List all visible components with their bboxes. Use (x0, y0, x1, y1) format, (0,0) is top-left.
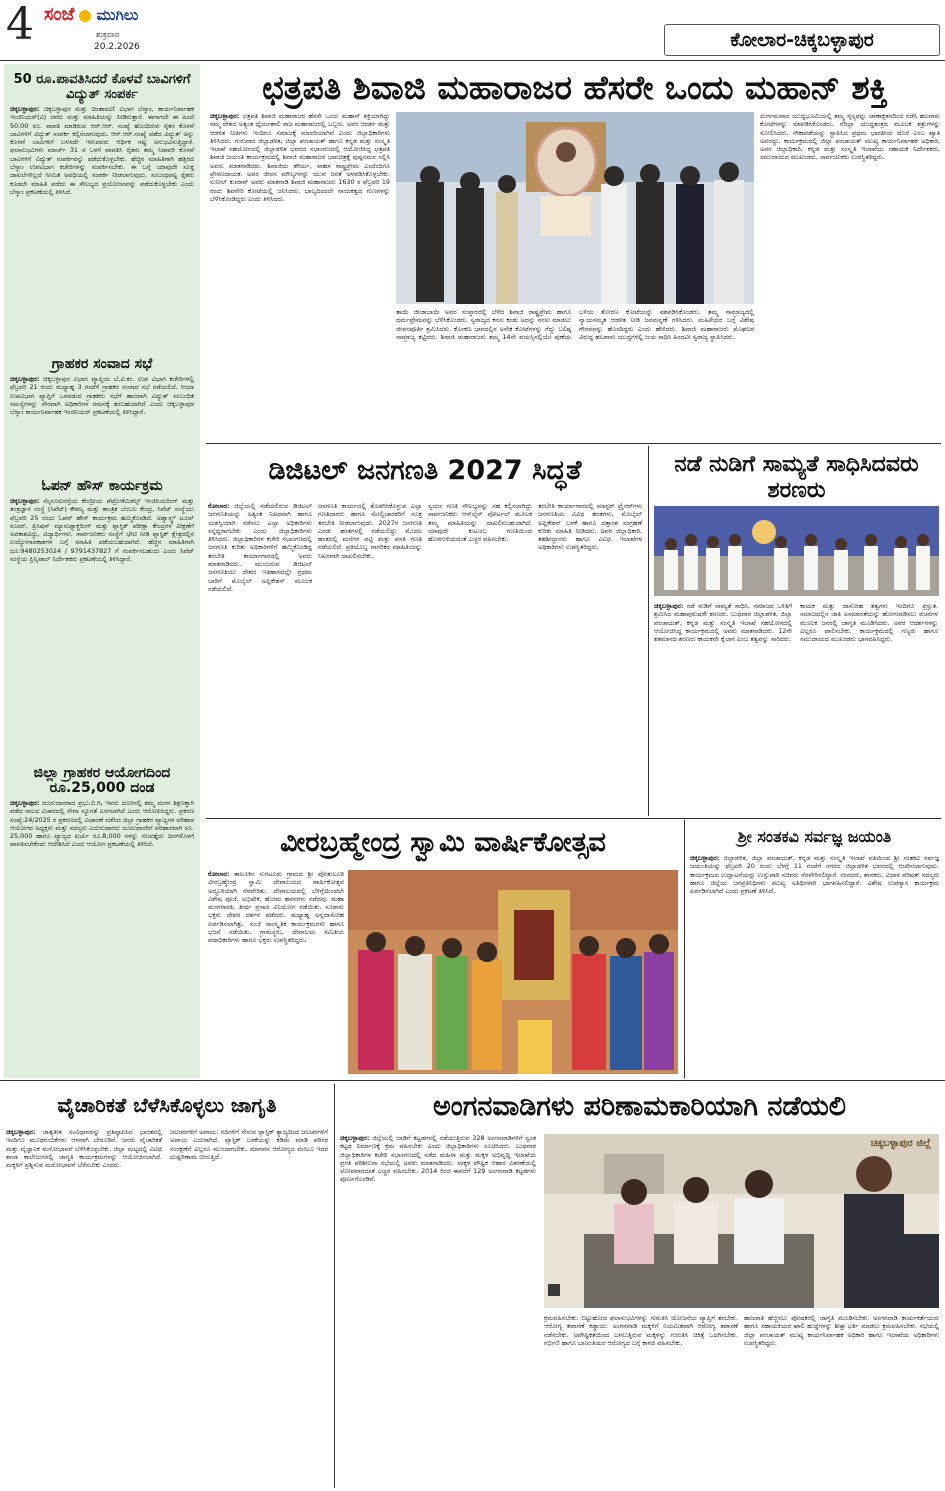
lead-column-3: ದುರ್ಗಮವಾದ ಯುದ್ಧಭೂಮಿಯಲ್ಲಿ ತಮ್ಮ ಸೈನ್ಯವನ್ನು ಚಾಣಾಕ್ಷತನದಿಂದ ನಡೆಸಿ ಹಲವಾರು ಕೋಟೆಗಳನ್ನು ವಶಪಡಿಸಿಕೊಂಡರು. ಗೆರಿಲ್ಲಾ ಯುದ್ಧತಂತ್ರದ ಮೂಲಕ ಶತ್ರುಗಳನ್ನು ಸೋಲಿಸಿದರು. ನೌಕಾಪಡೆಯನ್ನು ಸ್ಥಾಪಿಸಿದ ಪ್ರಥಮ ಭಾರತೀಯ ದೊರೆ ಎಂಬ ಖ್ಯಾತಿ ಅವರದ್ದು. ಕಾರ್ಯಕ್ರಮದಲ್ಲಿ ಜಿಲ್ಲಾ ಪಂಚಾಯತ್ ಮುಖ್ಯ ಕಾರ್ಯನಿರ್ವಾಹಕ ಅಧಿಕಾರಿ, ಅಪರ ಜಿಲ್ಲಾಧಿಕಾರಿ, ಕನ್ನಡ ಮತ್ತು ಸಂಸ್ಕೃತಿ ಇಲಾಖೆಯ ಸಹಾಯಕ ನಿರ್ದೇಶಕರು, ಸಮುದಾಯದ ಮುಖಂಡರು, ಸಾರ್ವಜನಿಕರು ಉಪಸ್ಥಿತರಿದ್ದರು. (760, 112, 940, 162)
veerabrahmendra-headline: ವೀರಬ್ರಹ್ಮೇಂದ್ರ ಸ್ವಾಮಿ ವಾರ್ಷಿಕೋತ್ಸವ (280, 827, 606, 858)
lead-headline: ಛತ್ರಪತಿ ಶಿವಾಜಿ ಮಹಾರಾಜರ ಹೆಸರೇ ಒಂದು ಮಹಾನ್ ಶಕ್ತಿ (262, 68, 888, 107)
lead-column-1: ಚಿಕ್ಕಬಳ್ಳಾಪುರ: ಛತ್ರಪತಿ ಶಿವಾಜಿ ಮಹಾರಾಜರ ಹೆಸರೇ ಒಂದು ಮಹಾನ್ ಶಕ್ತಿಯಾಗಿದ್ದು ನಮ್ಮ ದೇಶದ ಅತ್ಯಂತ ಧೈರ್ಯಶಾಲಿ ರಾಜ ಮಹಾರಾಜರಲ್ಲಿ ಒಬ್ಬರು. ಅವರ ಆದರ್ಶ ಮತ್ತು ಆಡಳಿತ ನೀತಿಗಳು ಇಂದಿಗೂ ಸಮಾಜಕ್ಕೆ ಮಾದರಿಯಾಗಿವೆ ಎಂದು ಜಿಲ್ಲಾಧಿಕಾರಿಗಳು ತಿಳಿಸಿದರು. ಗುರುವಾರ ಜಿಲ್ಲಾಡಳಿತ, ಜಿಲ್ಲಾ ಪಂಚಾಯತ್ ಹಾಗೂ ಕನ್ನಡ ಮತ್ತು ಸಂಸ್ಕೃತಿ ಇಲಾಖೆ ಸಹಯೋಗದಲ್ಲಿ ಜಿಲ್ಲಾಡಳಿತ ಭವನದ ಸಭಾಂಗಣದಲ್ಲಿ ಆಯೋಜಿಸಿದ್ದ ಛತ್ರಪತಿ ಶಿವಾಜಿ ಜಯಂತಿ ಕಾರ್ಯಕ್ರಮದಲ್ಲಿ ಶಿವಾಜಿ ಮಹಾರಾಜರ ಭಾವಚಿತ್ರಕ್ಕೆ ಪುಷ್ಪನಮನ ಸಲ್ಲಿಸಿ ಅವರು ಮಾತನಾಡಿದರು. ಶಿವಾಜಿಯ ಶೌರ್ಯ, ಸಾಹಸ ರಾಷ್ಟ್ರಪ್ರೇಮ ಎಂದೆಂದಿಗೂ ಪ್ರೇರಣದಾಯಕ. ಅವರ ಜೀವನ ಮೌಲ್ಯಗಳನ್ನು ಯುವ ಜನತೆ ಅಳವಡಿಸಿಕೊಳ್ಳಬೇಕು. ಸುನೀಲ್ ಕುಮಾರ್ ಅವರು ಮಾತನಾಡಿ ಶಿವಾಜಿ ಮಹಾರಾಜರು 1630 ರ ಫೆಬ್ರವರಿ 19 ರಂದು ಶಿವನೇರಿ ಕೋಟೆಯಲ್ಲಿ ಜನಿಸಿದರು. ಬಾಲ್ಯದಿಂದಲೇ ನಾಯಕತ್ವದ ಗುಣಗಳನ್ನು ಬೆಳೆಸಿಕೊಂಡಿದ್ದರು ಎಂದು ತಿಳಿಸಿದರು. (210, 112, 390, 203)
sharana-column-2: ಕಾಯಕ ಮತ್ತು ದಾಸೋಹ ತತ್ವಗಳು ಇಂದಿಗೂ ಪ್ರಸ್ತುತ. ಸಮಾಜದಲ್ಲಿನ ಜಾತಿ ಅಸಮಾನತೆಯನ್ನು ಹೋಗಲಾಡಿಸಲು ವಚನಗಳ ಮೂಲಕ ಜನರಲ್ಲಿ ಜಾಗೃತಿ ಮೂಡಿಸಿದರು. ಅವರ ಆದರ್ಶಗಳನ್ನು ಎಲ್ಲರೂ ಪಾಲಿಸಬೇಕು. ಕಾರ್ಯಕ್ರಮದಲ್ಲಿ ಗಣ್ಯರು ಹಾಗೂ ಸಮುದಾಯದ ಮುಖಂಡರು ಭಾಗವಹಿಸಿದ್ದರು. (800, 602, 938, 644)
anganwadi-column-3: ಹಾಜರಾತಿ ಹೆಚ್ಚಿಸಲು ಪೋಷಕರಲ್ಲಿ ಜಾಗೃತಿ ಮೂಡಿಸಬೇಕು. ಅಂಗನವಾಡಿ ಕಾರ್ಯಕರ್ತೆಯರು ಹಾಗೂ ಸಹಾಯಕಿಯರ ಖಾಲಿ ಹುದ್ದೆಗಳನ್ನು ಶೀಘ್ರ ಭರ್ತಿ ಮಾಡಲು ಕ್ರಮವಹಿಸಬೇಕು. ಸಭೆಯಲ್ಲಿ ಜಿಲ್ಲಾ ಪಂಚಾಯತ್ ಮುಖ್ಯ ಕಾರ್ಯನಿರ್ವಾಹಕ ಅಧಿಕಾರಿ ಹಾಗೂ ಇಲಾಖೆಯ ಅಧಿಕಾರಿಗಳು ಉಪಸ್ಥಿತರಿದ್ದರು. (744, 1314, 939, 1347)
sun-icon (79, 10, 91, 22)
paper-name-part1: ಸಂಜೆ (44, 4, 75, 25)
page-number: 4 (6, 0, 34, 50)
census-headline: ಡಿಜಿಟಲ್ ಜನಗಣತಿ 2027 ಸಿದ್ಧತೆ (268, 455, 582, 486)
story-headline: ಓಪನ್ ಹೌಸ್ ಕಾರ್ಯಕ್ರಮ (41, 478, 163, 494)
anganwadi-column-1: ಚಿಕ್ಕಬಳ್ಳಾಪುರ: ಜಿಲ್ಲೆಯಲ್ಲಿ ಬಾಡಿಗೆ ಕಟ್ಟಡಗಳಲ್ಲಿ ನಡೆಯುತ್ತಿರುವ 328 ಅಂಗನವಾಡಿಗಳಿಗೆ ಸ್ವಂತ ಕಟ್ಟಡ ನಿರ್ಮಾಣಕ್ಕೆ ಕ್ರಮ ವಹಿಸಬೇಕು ಎಂದು ಜಿಲ್ಲಾಧಿಕಾರಿಗಳು ಸೂಚಿಸಿದರು. ಬುಧವಾರ ಜಿಲ್ಲಾಧಿಕಾರಿಗಳ ಕಚೇರಿ ಸಭಾಂಗಣದಲ್ಲಿ ನಡೆದ ಮಹಿಳಾ ಮತ್ತು ಮಕ್ಕಳ ಅಭಿವೃದ್ಧಿ ಇಲಾಖೆಯ ಪ್ರಗತಿ ಪರಿಶೀಲನಾ ಸಭೆಯಲ್ಲಿ ಅವರು ಮಾತನಾಡಿದರು. ಮಕ್ಕಳ ಪೌಷ್ಟಿಕ ಆಹಾರ ವಿತರಣೆಯಲ್ಲಿ ಲೋಪವಾಗದಂತೆ ಎಚ್ಚರ ವಹಿಸಬೇಕು. 2014 ರಿಂದ ಈವರೆಗೆ 129 ಅಂಗನವಾಡಿ ಕಟ್ಟಡಗಳು ಪೂರ್ಣಗೊಂಡಿವೆ. (340, 1134, 536, 1184)
census-column-2: ಜನಗಣತಿ ಕಾರ್ಯದಲ್ಲಿ ತೊಡಗಿಸಿಕೊಳ್ಳುವ ಎಲ್ಲಾ ಗಣತಿದಾರರು ಹಾಗೂ ಮೇಲ್ವಿಚಾರಕರಿಗೆ ಸೂಕ್ತ ತರಬೇತಿ ನೀಡಲಾಗುವುದು. 2027ರ ಜನಗಣತಿ ಎರಡು ಹಂತಗಳಲ್ಲಿ ನಡೆಯಲಿದ್ದು ಮೊದಲ ಹಂತದಲ್ಲಿ ಮನೆಗಳ ಪಟ್ಟಿ ಮತ್ತು ವಸತಿ ಗಣತಿ ನಡೆಯಲಿದೆ. ಪ್ರತಿಯೊಬ್ಬ ನಾಗರಿಕರ ಮಾಹಿತಿಯನ್ನು ನಿಖರವಾಗಿ ದಾಖಲಿಸಬೇಕು. (318, 502, 422, 560)
lead-column-2: ತಾಯಿ ಜೀಜಾಬಾಯಿ ಅವರ ಸಂಸ್ಕಾರದಲ್ಲಿ ಬೆಳೆದ ಶಿವಾಜಿ ರಾಷ್ಟ್ರಪ್ರೇಮ ಹಾಗೂ ಧರ್ಮಪ್ರೇಮವನ್ನು ಬೆಳೆಸಿಕೊಂಡರು. ಸ್ವರಾಜ್ಯದ ಕನಸು ಕಂಡು ಅದನ್ನು ನನಸು ಮಾಡಲು ಜೀವನಪೂರ್ತಿ ಶ್ರಮಿಸಿದರು. ಕೊಂಕಣ ಭಾಗದಲ್ಲಿನ ಅನೇಕ ಕೋಟೆಗಳನ್ನು ಗೆದ್ದು ಬಲಿಷ್ಠ ಸಾಮ್ರಾಜ್ಯ ಕಟ್ಟಿದರು. ಶಿವಾಜಿ ಮಹಾರಾಜರು ತಮ್ಮ 14ನೇ ವಯಸ್ಸಿನಲ್ಲಿಯೇ ಪುಣೆಯ ಬಳಿಯ ತೋರಣ ಕೋಟೆಯನ್ನು ವಶಪಡಿಸಿಕೊಂಡರು. ತಮ್ಮ ಸಾಮ್ರಾಜ್ಯದಲ್ಲಿ ನ್ಯಾಯಸಮ್ಮತ ಆಡಳಿತ ನೀಡಿ ಜನಮನ್ನಣೆ ಗಳಿಸಿದರು. ಮಹಿಳೆಯರ ಬಗ್ಗೆ ವಿಶೇಷ ಗೌರವವನ್ನು ಹೊಂದಿದ್ದರು ಎಂದು ಹೇಳಿದರು. ಶಿವಾಜಿ ಮಹಾರಾಜರು ಮೊಘಲರ ವಿರುದ್ಧ ಹಲವಾರು ಯುದ್ಧಗಳಲ್ಲಿ ಜಯ ಸಾಧಿಸಿ ಹಿಂದವೀ ಸ್ವರಾಜ್ಯ ಸ್ಥಾಪಿಸಿದರು. (396, 308, 754, 341)
vaicharike-column-2: ಜಲಚರಗಳಿಗೆ ಅಪಾಯ: ನದಿಗಳಿಗೆ ಸೇರುವ ಪ್ಲಾಸ್ಟಿಕ್ ತ್ಯಾಜ್ಯದಿಂದ ಜಲಚರಗಳಿಗೆ ಅಪಾಯ ಎದುರಾಗಿದೆ. ಪ್ಲಾಸ್ಟಿಕ್ ಬಳಕೆಯನ್ನು ಕಡಿಮೆ ಮಾಡಿ ಪರಿಸರ ಸಂರಕ್ಷಣೆಗೆ ಎಲ್ಲರೂ ಮುಂದಾಗಬೇಕು. ಮಾನವನ ಆರೋಗ್ಯದ ಮೇಲೂ ಇದರ ದುಷ್ಪರಿಣಾಮ ಬೀರುತ್ತಿದೆ. (170, 1128, 328, 1161)
vaicharike-column-1: ಚಿಕ್ಕಬಳ್ಳಾಪುರ: ಜಾತ್ಯತೀತ ಸಂವಿಧಾನವನ್ನು ಪ್ರತಿಷ್ಠಾಪಿಸಿದ ಭಾರತದಲ್ಲಿ ಇಂದಿಗೂ ಮೂಢನಂಬಿಕೆಗಳು ಆಳವಾಗಿ ಬೇರೂರಿವೆ. ಜನರು ವೈಚಾರಿಕತೆ ಮತ್ತು ವೈಜ್ಞಾನಿಕ ಮನೋಭಾವನೆ ಬೆಳೆಸಿಕೊಳ್ಳಬೇಕು. ಜಿಲ್ಲಾ ಮಟ್ಟದಲ್ಲಿ ವಿವಿಧ ಶಾಲಾ ಕಾಲೇಜುಗಳಲ್ಲಿ ಜಾಗೃತಿ ಕಾರ್ಯಕ್ರಮಗಳನ್ನು ಆಯೋಜಿಸಲಾಗಿದೆ. ಮಕ್ಕಳಿಗೆ ಪ್ರಶ್ನಿಸುವ ಮನೋಭಾವನೆ ಬೆಳೆಸಬೇಕು ಎಂದರು. (6, 1128, 162, 1170)
issue-day: ಶುಕ್ರವಾರ (96, 30, 120, 39)
story-headline: 50 ರೂ.ಪಾವತಿಸಿದರೆ ಕೊಳವೆ ಬಾವಿಗಳಿಗೆ ವಿದ್ಯುತ್ ಸಂಪರ್ಕ (13, 72, 191, 102)
sidebar-story-power (10, 72, 194, 353)
story-body: ಚಿಕ್ಕಬಳ್ಳಾಪುರ: ಚಿಕ್ಕಬಳ್ಳಾಪುರ ವಿಭಾಗ ವ್ಯಾಪ್ತಿಯ ಬೆ.ವಿ.ಕಂ. ಉಪ ವಿಭಾಗ ಕಚೇರಿಗಳಲ್ಲಿ ಫೆಬ್ರವರಿ 21 ರಂದು ಮಧ್ಯಾಹ್ನ 3 ಗಂಟೆಗೆ ಗ್ರಾಹಕರ ಸಂವಾದ ಸಭೆ ನಡೆಯಲಿದೆ. ಆಯಾ ಉಪವಿಭಾಗ ವ್ಯಾಪ್ತಿಗೆ ಒಳಪಡುವ ಗ್ರಾಹಕರು ಸಭೆಗೆ ಹಾಜರಾಗಿ ವಿದ್ಯುತ್ ಸಂಬಂಧಿತ ಸಮಸ್ಯೆಗಳನ್ನು ನೇರವಾಗಿ ಅಧಿಕಾರಿಗಳ ಗಮನಕ್ಕೆ ತರಬಹುದಾಗಿದೆ ಎಂದು ಚಿಕ್ಕಬಳ್ಳಾಪುರ ಬೆಸ್ಕಾಂ ಕಾರ್ಯನಿರ್ವಾಹಕ ಇಂಜಿನಿಯರ್ ಪ್ರಕಟಣೆಯಲ್ಲಿ ತಿಳಿಸಿದ್ದಾರೆ. (10, 375, 194, 417)
sidebar (4, 64, 200, 1078)
sidebar-story-consumer-meet (10, 357, 194, 475)
sarvajna-story (688, 820, 941, 1078)
vaicharike-headline: ವೈಚಾರಿಕತೆ ಬೆಳೆಸಿಕೊಳ್ಳಲು ಜಾಗೃತಿ (57, 1093, 277, 1117)
sidebar-story-open-house (10, 479, 194, 762)
anganwadi-headline: ಅಂಗನವಾಡಿಗಳು ಪರಿಣಾಮಕಾರಿಯಾಗಿ ನಡೆಯಲಿ (433, 1091, 846, 1122)
region-title: ಕೋಲಾರ-ಚಿಕ್ಕಬಳ್ಳಾಪುರ (730, 29, 874, 51)
anganwadi-photo-illustration (544, 1134, 939, 1308)
sharana-headline: ನಡೆ ನುಡಿಗೆ ಸಾಮ್ಯತೆ ಸಾಧಿಸಿದವರು ಶರಣರು (674, 452, 919, 503)
masthead (0, 0, 945, 60)
story-headline: ಜಿಲ್ಲಾ ಗ್ರಾಹಕರ ಆಯೋಗದಿಂದ ರೂ.25,000 ದಂಡ (33, 765, 171, 796)
veerabrahmendra-photo (348, 870, 678, 1074)
anganwadi-story (338, 1084, 941, 1488)
story-body: ಚಿಕ್ಕಬಳ್ಳಾಪುರ: ಮೈಸೂರುರಸ್ತೆಯ ಕೇಂದ್ರೀಯ ಪೆಟ್ರೋಕೆಮಿಕಲ್ಸ್ ಇಂಜಿನಿಯರಿಂಗ್ ಮತ್ತು ತಂತ್ರಜ್ಞಾನ ಸಂಸ್ಥೆ (ಸಿಪೆಟ್) ಕೌಶಲ್ಯ ಮತ್ತು ತಾಂತ್ರಿಕ ಬೆಂಬಲ ಕೇಂದ್ರ, ಸಿಪೆಟ್ ಸಂಸ್ಥೆಯು ಫೆಬ್ರವರಿ 25 ರಂದು ಓಪನ್ ಹೌಸ್ ಕಾರ್ಯಕ್ರಮ ಹಮ್ಮಿಕೊಂಡಿದೆ. ಅಡ್ವಾನ್ಸ್ಡ್ ಟೂಲ್ ರೂಮ್, ಪ್ರಿಸಿಷನ್ ಮ್ಯಾನುಫ್ಯಾಕ್ಚರಿಂಗ್ ಮತ್ತು ಪ್ಲಾಸ್ಟಿಕ್ ಪರೀಕ್ಷಾ ಕೇಂದ್ರಗಳ ವೀಕ್ಷಣೆಗೆ ಅವಕಾಶವಿದ್ದು, ವಿದ್ಯಾರ್ಥಿಗಳು, ಸಾರ್ವಜನಿಕರು ಸಂಸ್ಥೆಗೆ ಭೇಟಿ ನೀಡಿ ಪ್ಲಾಸ್ಟಿಕ್ ಕ್ಷೇತ್ರದಲ್ಲಿನ ಉದ್ಯೋಗಾವಕಾಶಗಳ ಬಗ್ಗೆ ಮಾಹಿತಿ ಪಡೆಯಬಹುದಾಗಿದೆ. ಹೆಚ್ಚಿನ ಮಾಹಿತಿಗಾಗಿ ದೂ:9480253024 / 9791437827 ಗೆ ಸಂಪರ್ಕಿಸಬಹುದು ಎಂದು ಸಿಪೆಟ್ ಸಂಸ್ಥೆಯ ಪ್ರಿನ್ಸಿಪಾಲ್ ನಿರ್ದೇಶಕರು ಪ್ರಕಟಣೆಯಲ್ಲಿ ತಿಳಿಸಿದ್ದಾರೆ. (10, 497, 194, 564)
anganwadi-photo (544, 1134, 939, 1308)
photo-caption: ಚಿಕ್ಕಬಳ್ಳಾಪುರ ಜಿಲ್ಲೆ (870, 1138, 931, 1149)
census-column-1: ಕೋಲಾರ: ಜಿಲ್ಲೆಯಲ್ಲಿ ನಡೆಯಲಿರುವ ಡಿಜಿಟಲ್ ಜನಗಣತಿಯನ್ನು ಅತ್ಯಂತ ನಿಖರವಾಗಿ ಹಾಗೂ ಯಶಸ್ವಿಯಾಗಿ ನಡೆಸಲು ಎಲ್ಲಾ ಅಧಿಕಾರಿಗಳು ಸನ್ನದ್ಧರಾಗಬೇಕು ಎಂದು ಜಿಲ್ಲಾಧಿಕಾರಿಗಳು ತಿಳಿಸಿದರು. ಜಿಲ್ಲಾಧಿಕಾರಿಗಳ ಕಚೇರಿ ಸಭಾಂಗಣದಲ್ಲಿ ಜನಗಣತಿ ಕುರಿತು ಅಧಿಕಾರಿಗಳಿಗೆ ಹಮ್ಮಿಕೊಂಡಿದ್ದ ತರಬೇತಿ ಕಾರ್ಯಾಗಾರದಲ್ಲಿ ಅವರು ಮಾತನಾಡಿದರು. ಮುಂಬರುವ ಡಿಜಿಟಲ್ ಜನಗಣತಿಯು ದೇಶದ ಇತಿಹಾಸದಲ್ಲೇ ಪ್ರಥಮ ಬಾರಿಗೆ ಮೊಬೈಲ್ ಅಪ್ಲಿಕೇಶನ್ ಮೂಲಕ ನಡೆಯಲಿದೆ. (208, 502, 312, 593)
region-banner (664, 24, 940, 56)
veerabrahmendra-photo-illustration (348, 870, 678, 1074)
sarvajna-headline: ಶ್ರೀ ಸಂತಕವಿ ಸರ್ವಜ್ಞ ಜಯಂತಿ (737, 827, 892, 846)
lead-photo-illustration (396, 112, 754, 304)
sidebar-story-consumer-fine (10, 766, 194, 1037)
lead-photo (396, 112, 754, 304)
census-story (206, 446, 644, 816)
paper-name-part2: ಮುಗಿಲು (96, 6, 139, 24)
census-column-4: ತರಬೇತಿ ಕಾರ್ಯಾಗಾರದಲ್ಲಿ ಮಾಸ್ಟರ್ ಟ್ರೈನರ್‌ಗಳು ಜನಗಣತಿಯ ವಿವಿಧ ಹಂತಗಳು, ಮೊಬೈಲ್ ಅಪ್ಲಿಕೇಶನ್ ಬಳಕೆ ಹಾಗೂ ದತ್ತಾಂಶ ಸಂಗ್ರಹಣೆ ಕುರಿತು ಮಾಹಿತಿ ನೀಡಿದರು. ಅಪರ ಜಿಲ್ಲಾಧಿಕಾರಿ, ತಹಶೀಲ್ದಾರರು ಹಾಗೂ ವಿವಿಧ ಇಲಾಖೆಗಳ ಅಧಿಕಾರಿಗಳು ಉಪಸ್ಥಿತರಿದ್ದರು. (538, 502, 642, 552)
sharana-photo (654, 506, 939, 596)
sarvajna-body: ಚಿಕ್ಕಬಳ್ಳಾಪುರ: ಜಿಲ್ಲಾಡಳಿತ, ಜಿಲ್ಲಾ ಪಂಚಾಯತ್, ಕನ್ನಡ ಮತ್ತು ಸಂಸ್ಕೃತಿ ಇಲಾಖೆ ವತಿಯಿಂದ ಶ್ರೀ ಸಂತಕವಿ ಸರ್ವಜ್ಞ ಜಯಂತಿಯನ್ನು ಫೆಬ್ರವರಿ 20 ರಂದು ಬೆಳಗ್ಗೆ 11 ಗಂಟೆಗೆ ನಗರದ ಜಿಲ್ಲಾಡಳಿತ ಭವನದಲ್ಲಿ ಆಚರಿಸಲಾಗುವುದು. ಕಾರ್ಯಕ್ರಮದ ಉದ್ಘಾಟನೆಯನ್ನು ಉಸ್ತುವಾರಿ ಸಚಿವರು ನೆರವೇರಿಸಲಿದ್ದಾರೆ. ಸಂಸದರು, ಶಾಸಕರು, ವಿಧಾನ ಪರಿಷತ್ ಸದಸ್ಯರು ಹಾಗೂ ಜಿಲ್ಲೆಯ ಜನಪ್ರತಿನಿಧಿಗಳು ಮುಖ್ಯ ಅತಿಥಿಗಳಾಗಿ ಭಾಗವಹಿಸಲಿದ್ದಾರೆ. ವಿಶೇಷ ಉಪನ್ಯಾಸ ಕಾರ್ಯಕ್ರಮ ಏರ್ಪಡಿಸಲಾಗಿದೆ ಎಂದು ಪ್ರಕಟಣೆ ತಿಳಿಸಿದೆ. (690, 854, 939, 896)
vaicharike-story (4, 1084, 330, 1488)
census-column-3: ಸ್ವಯಂ ಗಣತಿ ಸೌಲಭ್ಯವನ್ನು ಸಹ ಕಲ್ಪಿಸಲಾಗಿದ್ದು ಸಾರ್ವಜನಿಕರು ಆನ್‌ಲೈನ್ ಪೋರ್ಟಲ್ ಮೂಲಕ ತಮ್ಮ ಮಾಹಿತಿಯನ್ನು ದಾಖಲಿಸಬಹುದಾಗಿದೆ. ಯಾವುದೇ ಕುಟುಂಬ ಗಣತಿಯಿಂದ ಹೊರಗುಳಿಯದಂತೆ ಎಚ್ಚರ ವಹಿಸಬೇಕು. (428, 502, 532, 544)
lead-story (206, 64, 941, 442)
sharana-photo-illustration (654, 506, 939, 596)
issue-date: 20.2.2026 (94, 42, 140, 52)
veerabrahmendra-body: ಕೋಲಾರ: ತಾಲೂಕಿನ ಸುಗಟೂರು ಗ್ರಾಮದ ಶ್ರೀ ಪೋತುಲೂರಿ ವೀರಬ್ರಹ್ಮೇಂದ್ರ ಸ್ವಾಮಿ ದೇವಾಲಯದ ವಾರ್ಷಿಕೋತ್ಸವ ಅದ್ಧೂರಿಯಾಗಿ ನೆರವೇರಿತು. ದೇವಾಲಯದಲ್ಲಿ ಬೆಳಿಗ್ಗೆಯಿಂದಲೇ ವಿಶೇಷ ಪೂಜೆ, ಅಭಿಷೇಕ, ಹೋಮ ಹವನಗಳು ನಡೆದವು. ಮಹಾ ಮಂಗಳಾರತಿ, ತೀರ್ಥ ಪ್ರಸಾದ ವಿನಿಯೋಗ ನಡೆಯಿತು. ನೂರಾರು ಭಕ್ತರು ದೇವರ ದರ್ಶನ ಪಡೆದರು. ಮಧ್ಯಾಹ್ನ ಅನ್ನದಾಸೋಹ ಏರ್ಪಡಿಸಲಾಗಿತ್ತು. ಸಂಜೆ ಸಾಂಸ್ಕೃತಿಕ ಕಾರ್ಯಕ್ರಮಗಳು ಹಾಗೂ ಭಜನೆ ನಡೆಯಿತು. ಗ್ರಾಮಸ್ಥರು, ದೇವಾಲಯ ಸಮಿತಿಯ ಪದಾಧಿಕಾರಿಗಳು ಹಾಗೂ ಭಕ್ತರು ಉಪಸ್ಥಿತರಿದ್ದರು. (208, 870, 344, 945)
story-headline: ಗ್ರಾಹಕರ ಸಂವಾದ ಸಭೆ (51, 356, 153, 372)
story-body: ಚಿಕ್ಕಬಳ್ಳಾಪುರ: ದೂರುದಾರರಾದ ಪ್ರಭು.ಬಿ.ಗಿ, ಇವರು ದೂರಿನಲ್ಲಿ ತಮ್ಮ ಮಗನ ಶಿಕ್ಷಣಕ್ಕಾಗಿ ಪಡೆದ ಸಾಲದ ವಿಚಾರದಲ್ಲಿ ಸೇವಾ ನ್ಯೂನತೆ ಎಸಗಲಾಗಿದೆ ಎಂದು ಆರೋಪಿಸಿದ್ದರು. ಪ್ರಕರಣ ಸಂಖ್ಯೆ:24/2025 ರ ಪ್ರಕರಣದಲ್ಲಿ ವಿಚಾರಣೆ ನಡೆಸಿದ ಜಿಲ್ಲಾ ಗ್ರಾಹಕರ ವ್ಯಾಜ್ಯಗಳ ಪರಿಹಾರ ಆಯೋಗದ ಅಧ್ಯಕ್ಷರು ಮತ್ತು ಸದಸ್ಯರು ಎದುರುದಾರರು ದೂರುದಾರರಿಗೆ ಪರಿಹಾರವಾಗಿ ರೂ. 25,000 ಹಾಗೂ ವ್ಯಾಜ್ಯದ ಖರ್ಚು ರೂ.8,000 ಗಳನ್ನು ನಲವತ್ತೈದು ದಿನಗಳೊಳಗೆ ಪಾವತಿಸಬೇಕೆಂದು ಆದೇಶಿಸಿದೆ ಎಂದು ಆಯೋಗ ಪ್ರಕಟಣೆಯಲ್ಲಿ ತಿಳಿಸಿದೆ. (10, 799, 194, 849)
story-body: ಚಿಕ್ಕಬಳ್ಳಾಪುರ: ಚಿಕ್ಕಬಳ್ಳಾಪುರ ಮತ್ತು ಚಿಂತಾಮಣಿ ವಿಭಾಗ ಬೆಸ್ಕಾಂ, ಕಾರ್ಯನಿರ್ವಾಹಕ ಇಂಜಿನಿಯರ್(ವಿ) ರವರು ಮತ್ತು ಮಾಹಿತಿಯನ್ನು ನೀಡಿರುತ್ತಾರೆ. ಈಗಾಗಲೇ ಈ ಹಿಂದೆ 50.00 ರೂ. ಪಾವತಿ ಮಾಡಿರುವ ಆರ್.ಆರ್. ಸಂಖ್ಯೆ ಹೊಂದಿರುವ ರೈತರ ಕೊಳವೆ ಬಾವಿಗಳಿಗೆ ವಿದ್ಯುತ್ ಸಂಪರ್ಕ ಕಲ್ಪಿಸಲಾಗುವುದು. ಆರ್.ಆರ್.ಸಂಖ್ಯೆ ಪಡೆದ ವಿದ್ಯುತ್ ಅನ್ನು ಕೊಳವೆ ಬಾವಿಗಳಿಗೆ ಬಳಸದೇ ಇರುವವರು ಆರ್ಥಿಕ ನಷ್ಟ ಅನುಭವಿಸುತ್ತಿದ್ದಾರೆ. ಫಲಾನುಭವಿಗಳು ಮಾರ್ಚ್ 31 ರ ಒಳಗೆ ಪಾವತಿಸಿ ರೈತರು ತಮ್ಮ ನಿರಾವರಿ ಕೊಳವೆ ಬಾವಿಗಳಿಗೆ ವಿದ್ಯುತ್ ಸಂಪರ್ಕವನ್ನು ಪಡೆದುಕೊಳ್ಳಬೇಕು. ಹೆಚ್ಚಿನ ಮಾಹಿತಿಗಾಗಿ ಹತ್ತಿರದ ಬೆಸ್ಕಾಂ ಉಪವಿಭಾಗ ಕಚೇರಿಗಳನ್ನು ಸಂಪರ್ಕಿಸಬೇಕು. ಈ ಬಗ್ಗೆ ಯಾವುದೇ ಸೂಕ್ತ ದಾಖಲೆಗಳಿಲ್ಲದೆ ಸೀಮಿತ ಅವಧಿಯಲ್ಲಿ ಸಂಪರ್ಕ ನೀಡಲಾಗುವುದು. ಸಂಬಂಧಪಟ್ಟ ರೈತರು ಕೂಡಲೇ ಮಾಹಿತಿ ಪಡೆದು ಈ ಸೌಲಭ್ಯದ ಪ್ರಯೋಜನವನ್ನು ಪಡೆದುಕೊಳ್ಳಬೇಕು ಎಂದು ಬೆಸ್ಕಾಂ ಪ್ರಕಟಣೆಯಲ್ಲಿ ತಿಳಿಸಿದೆ. (10, 105, 194, 196)
anganwadi-column-2: ಕ್ರಮವಹಿಸಬೇಕು. ಬಿಟ್ಟುಹೋದ ಫಲಾನುಭವಿಗಳನ್ನು ಗುರುತಿಸಿ ಯೋಜನೆಯ ವ್ಯಾಪ್ತಿಗೆ ತರಬೇಕು. ಆರೋಗ್ಯ ತಪಾಸಣೆ ಕಡ್ಡಾಯ: ಅಂಗನವಾಡಿ ಮಕ್ಕಳಿಗೆ ನಿಯಮಿತವಾಗಿ ಆರೋಗ್ಯ ತಪಾಸಣೆ ನಡೆಸಬೇಕು. ಅಪೌಷ್ಟಿಕತೆಯಿಂದ ಬಳಲುತ್ತಿರುವ ಮಕ್ಕಳನ್ನು ಗುರುತಿಸಿ ಚಿಕಿತ್ಸೆ ಒದಗಿಸಬೇಕು. ಗರ್ಭಿಣಿ ಹಾಗೂ ಬಾಣಂತಿಯರ ಆರೋಗ್ಯದ ಬಗ್ಗೆ ಕಾಳಜಿ ವಹಿಸಬೇಕು. (544, 1314, 738, 1347)
veerabrahmendra-story (206, 820, 680, 1078)
paper-name (44, 4, 174, 28)
sharana-column-1: ಚಿಕ್ಕಬಳ್ಳಾಪುರ: ನಡೆ ನುಡಿಗೆ ಸಾಮ್ಯತೆ ಸಾಧಿಸಿ, ಸಮಾಜದ ಒಳಿತಿಗೆ ಶ್ರಮಿಸಿದ ಮಹಾಪುರುಷರೇ ಶರಣರು. ಬುಧವಾರ ಜಿಲ್ಲಾಡಳಿತ, ಜಿಲ್ಲಾ ಪಂಚಾಯತ್, ಕನ್ನಡ ಮತ್ತು ಸಂಸ್ಕೃತಿ ಇಲಾಖೆ ಸಹಯೋಗದಲ್ಲಿ ಆಯೋಜಿಸಿದ್ದ ಕಾರ್ಯಕ್ರಮದಲ್ಲಿ ಅವರು ಮಾತನಾಡಿದರು. 12ನೇ ಶತಮಾನದ ಶರಣರು ಕಾಯಕವೇ ಕೈಲಾಸ ಎಂಬ ತತ್ವವನ್ನು ಸಾರಿದರು. (654, 602, 792, 644)
sharana-story (652, 446, 941, 816)
